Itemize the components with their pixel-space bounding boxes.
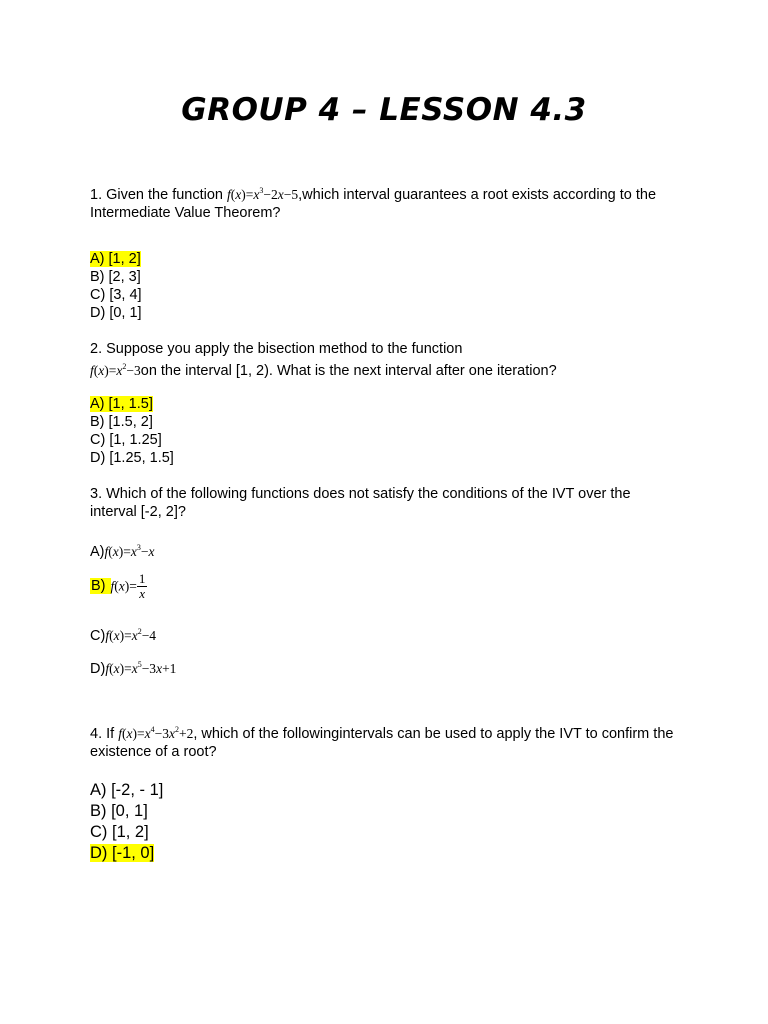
question-3-option-c-label: C): [90, 628, 106, 644]
question-2-option-c[interactable]: C) [1, 1.25]: [90, 432, 162, 448]
question-3-option-c[interactable]: [90, 623, 680, 645]
question-2-option-d[interactable]: D) [1.25, 1.5]: [90, 450, 174, 466]
fraction-one-over-x: $\frac{1}{x}$: [138, 571, 146, 601]
question-2-prefix: 2. Suppose you apply the bisection method to the function: [90, 341, 463, 357]
question-1-prefix: 1. Given the function: [90, 187, 228, 203]
question-2: [90, 340, 680, 380]
question-3-option-a-function: $f(x)=x^3-x$: [104, 543, 155, 559]
question-3-option-c-function: $f(x)=x^2-4$: [105, 627, 157, 643]
question-4-option-c[interactable]: C) [1, 2]: [90, 823, 149, 841]
question-1: [90, 182, 680, 222]
question-1-option-a[interactable]: A) [1, 2]: [90, 251, 141, 267]
question-1-function: $f(x)=x^3-2x-5$: [227, 186, 299, 202]
question-3-option-d-function: $f(x)=x^5-3x+1$: [105, 660, 177, 676]
question-4-option-a[interactable]: A) [-2, - 1]: [90, 781, 164, 799]
question-3-text: 3. Which of the following functions does not satisfy the conditions of the IVT over the interval [-2, 2]?: [90, 486, 631, 520]
question-1-suffix: ,which interval guarantees a root exists according to the Intermediate Value Theorem?: [90, 187, 657, 221]
question-4-option-b[interactable]: B) [0, 1]: [90, 802, 148, 820]
question-4-options: [90, 780, 680, 864]
question-3-option-d-label: D): [90, 661, 106, 677]
question-4: [90, 721, 680, 761]
question-1-option-d[interactable]: D) [0, 1]: [90, 305, 142, 321]
question-1-option-c[interactable]: C) [3, 4]: [90, 287, 142, 303]
question-3-option-b-label: B): [90, 578, 111, 594]
question-3-option-d[interactable]: [90, 656, 680, 678]
question-3-option-b-function: f(x)=: [110, 578, 137, 594]
question-1-text: [90, 182, 680, 222]
question-1-options: [90, 250, 680, 322]
question-4-prefix: 4. If: [90, 726, 119, 742]
page-title: GROUP 4 – LESSON 4.3: [181, 92, 587, 128]
question-3-option-a[interactable]: [90, 539, 680, 561]
question-4-option-d[interactable]: D) [-1, 0]: [90, 844, 155, 862]
question-1-option-b[interactable]: B) [2, 3]: [90, 269, 141, 285]
question-2-options: [90, 395, 680, 467]
question-2-suffix: on the interval [1, 2). What is the next interval after one iteration?: [140, 363, 557, 379]
question-3-option-b[interactable]: [90, 572, 680, 601]
question-4-function: $f(x)=x^4-3x^2+2$: [118, 725, 194, 741]
question-4-suffix: , which of the followingintervals can be used to apply the IVT to confirm the existence of a root?: [90, 726, 674, 760]
question-3-option-a-label: A): [90, 544, 105, 560]
question-2-option-b[interactable]: B) [1.5, 2]: [90, 414, 153, 430]
question-2-option-a[interactable]: A) [1, 1.5]: [90, 396, 153, 412]
question-2-function: $f(x)=x^2-3$: [90, 362, 141, 378]
